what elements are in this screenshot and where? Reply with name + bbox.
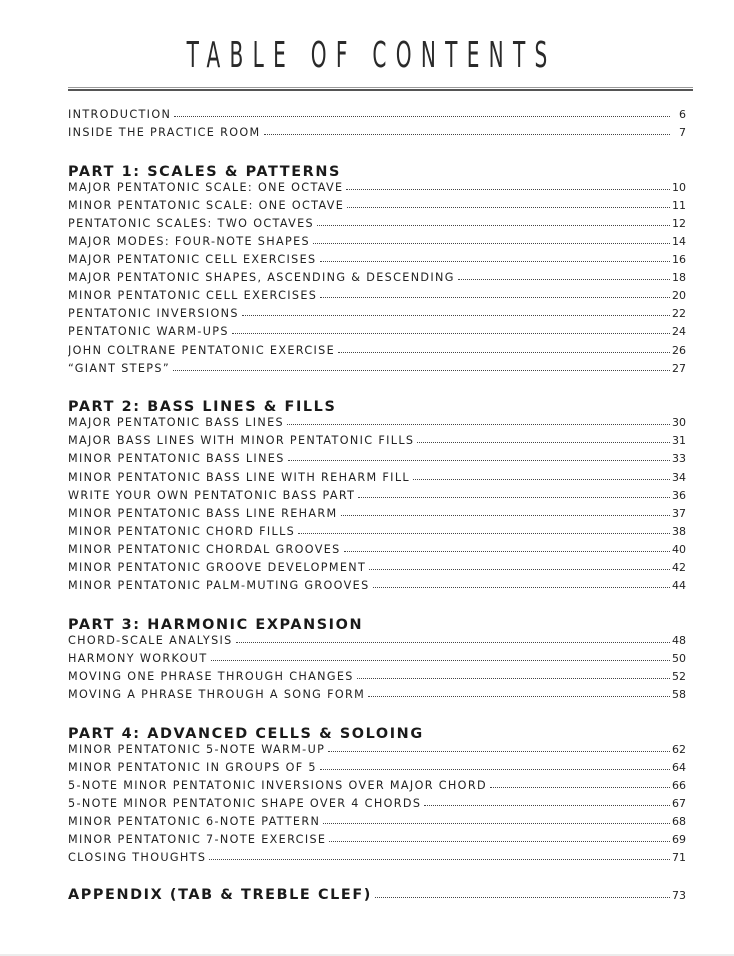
entry-page-number: 38 — [672, 524, 686, 538]
entry-label: MOVING ONE PHRASE THROUGH CHANGES — [68, 669, 354, 683]
entry-label: MINOR PENTATONIC SCALE: ONE OCTAVE — [68, 198, 345, 212]
toc-entry[interactable] — [68, 797, 686, 815]
dot-leader — [288, 452, 670, 461]
entry-page-number: 50 — [672, 651, 686, 665]
title-divider-thin — [68, 87, 693, 88]
entry-label: MINOR PENTATONIC BASS LINES — [68, 452, 285, 466]
entry-page-number: 44 — [672, 579, 686, 593]
entry-page-number: 20 — [672, 289, 686, 303]
entry-page-number: 40 — [672, 542, 686, 556]
toc-entry[interactable] — [68, 271, 686, 289]
dot-leader — [341, 507, 670, 516]
entry-page-number: 71 — [672, 851, 686, 865]
toc-entry-appendix[interactable] — [68, 887, 686, 907]
toc-entry[interactable] — [68, 452, 686, 470]
dot-leader — [458, 271, 670, 280]
toc-entry[interactable] — [68, 416, 686, 434]
toc-entry[interactable] — [68, 217, 686, 235]
dot-leader — [375, 888, 670, 898]
entry-label: PENTATONIC INVERSIONS — [68, 307, 239, 321]
toc-entry[interactable] — [68, 761, 686, 779]
dot-leader — [174, 108, 670, 117]
entry-page-number: 58 — [672, 687, 686, 701]
entry-label: CLOSING THOUGHTS — [68, 851, 207, 865]
entry-page-number: 18 — [672, 271, 686, 285]
dot-leader — [368, 688, 670, 697]
entry-label: MINOR PENTATONIC CELL EXERCISES — [68, 289, 318, 303]
entry-label: MINOR PENTATONIC IN GROUPS OF 5 — [68, 760, 317, 774]
dot-leader — [173, 362, 670, 371]
dot-leader — [346, 181, 670, 190]
entry-page-number: 37 — [672, 506, 686, 520]
entry-page-number: 12 — [672, 216, 686, 230]
toc-entry[interactable] — [68, 471, 686, 489]
dot-leader — [320, 761, 670, 770]
dot-leader — [264, 126, 670, 135]
toc-entry[interactable] — [68, 434, 686, 452]
entry-label: MAJOR PENTATONIC SCALE: ONE OCTAVE — [68, 180, 344, 194]
dot-leader — [373, 579, 670, 588]
entry-label: MINOR PENTATONIC GROOVE DEVELOPMENT — [68, 560, 367, 574]
dot-leader — [338, 344, 670, 353]
entry-label: PENTATONIC WARM-UPS — [68, 325, 229, 339]
dot-leader — [329, 833, 670, 842]
dot-leader — [209, 851, 670, 860]
entry-page-number: 11 — [672, 198, 686, 212]
entry-page-number: 68 — [672, 814, 686, 828]
entry-label: MAJOR PENTATONIC CELL EXERCISES — [68, 253, 317, 267]
toc-entry[interactable] — [68, 507, 686, 525]
entry-page-number: 7 — [679, 126, 686, 140]
entry-page-number: 52 — [672, 669, 686, 683]
dot-leader — [413, 471, 670, 480]
entry-label: INSIDE THE PRACTICE ROOM — [68, 126, 261, 140]
entry-label: 5-NOTE MINOR PENTATONIC SHAPE OVER 4 CHORDS — [68, 796, 422, 810]
entry-label: MAJOR BASS LINES WITH MINOR PENTATONIC FILLS — [68, 434, 415, 448]
page-title: TABLE OF CONTENTS — [186, 35, 557, 76]
entry-label: INTRODUCTION — [68, 108, 172, 121]
dot-leader — [358, 489, 670, 498]
toc-entry[interactable] — [68, 253, 686, 271]
entry-page-number: 31 — [672, 434, 686, 448]
entry-page-number: 27 — [672, 361, 686, 375]
section-heading-part-2: PART 2: BASS LINES & FILLS — [68, 399, 337, 416]
toc-entry[interactable] — [68, 815, 686, 833]
entry-page-number: 14 — [672, 234, 686, 248]
table-of-contents — [68, 108, 686, 907]
entry-page-number: 48 — [672, 633, 686, 647]
dot-leader — [317, 217, 670, 226]
entry-label: MAJOR PENTATONIC BASS LINES — [68, 416, 284, 430]
entry-page-number: 22 — [672, 307, 686, 321]
section-heading-part-1: PART 1: SCALES & PATTERNS — [68, 163, 341, 180]
toc-entry[interactable] — [68, 325, 686, 343]
toc-entry[interactable] — [68, 851, 686, 869]
entry-label: MINOR PENTATONIC PALM-MUTING GROOVES — [68, 579, 370, 593]
entry-label: MINOR PENTATONIC 7-NOTE EXERCISE — [68, 833, 327, 846]
entry-page-number: 62 — [672, 742, 686, 756]
entry-page-number: 36 — [672, 488, 686, 502]
toc-entry[interactable] — [68, 344, 686, 362]
dot-leader — [347, 199, 670, 208]
toc-entry[interactable] — [68, 688, 686, 706]
entry-label: MINOR PENTATONIC BASS LINE REHARM — [68, 506, 338, 520]
entry-label: MOVING A PHRASE THROUGH A SONG FORM — [68, 687, 366, 701]
toc-entry-inside-the-practice-room[interactable] — [68, 126, 686, 144]
entry-label: 5-NOTE MINOR PENTATONIC INVERSIONS OVER MAJOR CHORD — [68, 778, 487, 792]
dot-leader — [328, 743, 670, 752]
entry-label: MAJOR PENTATONIC SHAPES, ASCENDING & DESCENDING — [68, 271, 455, 285]
entry-label: MINOR PENTATONIC 5-NOTE WARM-UP — [68, 742, 326, 756]
dot-leader — [211, 652, 671, 661]
entry-label: HARMONY WORKOUT — [68, 651, 208, 665]
toc-entry[interactable] — [68, 489, 686, 507]
entry-label: WRITE YOUR OWN PENTATONIC BASS PART — [68, 488, 356, 502]
dot-leader — [344, 543, 670, 552]
dot-leader — [232, 325, 670, 334]
toc-entry-introduction[interactable] — [68, 108, 686, 126]
toc-entry[interactable] — [68, 289, 686, 307]
toc-entry[interactable] — [68, 561, 686, 579]
section-heading-part-3: PART 3: HARMONIC EXPANSION — [68, 616, 364, 633]
toc-entry[interactable] — [68, 833, 686, 851]
entry-page-number: 33 — [672, 452, 686, 466]
dot-leader — [323, 815, 670, 824]
entry-label: MINOR PENTATONIC CHORDAL GROOVES — [68, 542, 341, 556]
entry-label: CHORD-SCALE ANALYSIS — [68, 633, 233, 647]
toc-entry[interactable] — [68, 634, 686, 652]
entry-page-number: 24 — [672, 325, 686, 339]
entry-page-number: 69 — [672, 833, 686, 846]
toc-entry[interactable] — [68, 743, 686, 761]
toc-entry[interactable] — [68, 362, 686, 380]
dot-leader — [357, 670, 670, 679]
entry-label: PENTATONIC SCALES: TWO OCTAVES — [68, 216, 315, 230]
entry-page-number: 26 — [672, 343, 686, 357]
toc-entry[interactable] — [68, 779, 686, 797]
entry-label: JOHN COLTRANE PENTATONIC EXERCISE — [68, 343, 336, 357]
toc-entry[interactable] — [68, 652, 686, 670]
entry-label: MAJOR MODES: FOUR-NOTE SHAPES — [68, 234, 310, 248]
entry-page-number: 10 — [672, 180, 686, 194]
dot-leader — [236, 634, 670, 643]
dot-leader — [320, 289, 670, 298]
toc-entry[interactable] — [68, 307, 686, 325]
entry-label: APPENDIX (TAB & TREBLE CLEF) — [68, 887, 372, 904]
toc-entry[interactable] — [68, 199, 686, 217]
section-heading-part-4: PART 4: ADVANCED CELLS & SOLOING — [68, 725, 424, 742]
entry-page-number: 73 — [672, 889, 686, 903]
entry-page-number: 66 — [672, 778, 686, 792]
entry-page-number: 67 — [672, 796, 686, 810]
entry-page-number: 6 — [679, 108, 686, 121]
dot-leader — [424, 797, 670, 806]
entry-page-number: 42 — [672, 560, 686, 574]
entry-label: MINOR PENTATONIC BASS LINE WITH REHARM FILL — [68, 470, 410, 484]
entry-page-number: 16 — [672, 253, 686, 267]
dot-leader — [298, 525, 670, 534]
toc-entry[interactable] — [68, 525, 686, 543]
entry-page-number: 30 — [672, 416, 686, 430]
dot-leader — [490, 779, 670, 788]
toc-entry[interactable] — [68, 235, 686, 253]
entry-page-number: 64 — [672, 760, 686, 774]
entry-page-number: 34 — [672, 470, 686, 484]
title-divider-thick — [68, 89, 693, 91]
toc-entry[interactable] — [68, 579, 686, 597]
toc-entry[interactable] — [68, 543, 686, 561]
dot-leader — [313, 235, 670, 244]
dot-leader — [287, 416, 670, 425]
toc-entry[interactable] — [68, 181, 686, 199]
toc-entry[interactable] — [68, 670, 686, 688]
dot-leader — [242, 307, 670, 316]
entry-label: MINOR PENTATONIC CHORD FILLS — [68, 524, 296, 538]
dot-leader — [417, 434, 670, 443]
entry-label: “GIANT STEPS” — [68, 361, 170, 375]
dot-leader — [369, 561, 670, 570]
dot-leader — [320, 253, 671, 262]
entry-label: MINOR PENTATONIC 6-NOTE PATTERN — [68, 814, 321, 828]
